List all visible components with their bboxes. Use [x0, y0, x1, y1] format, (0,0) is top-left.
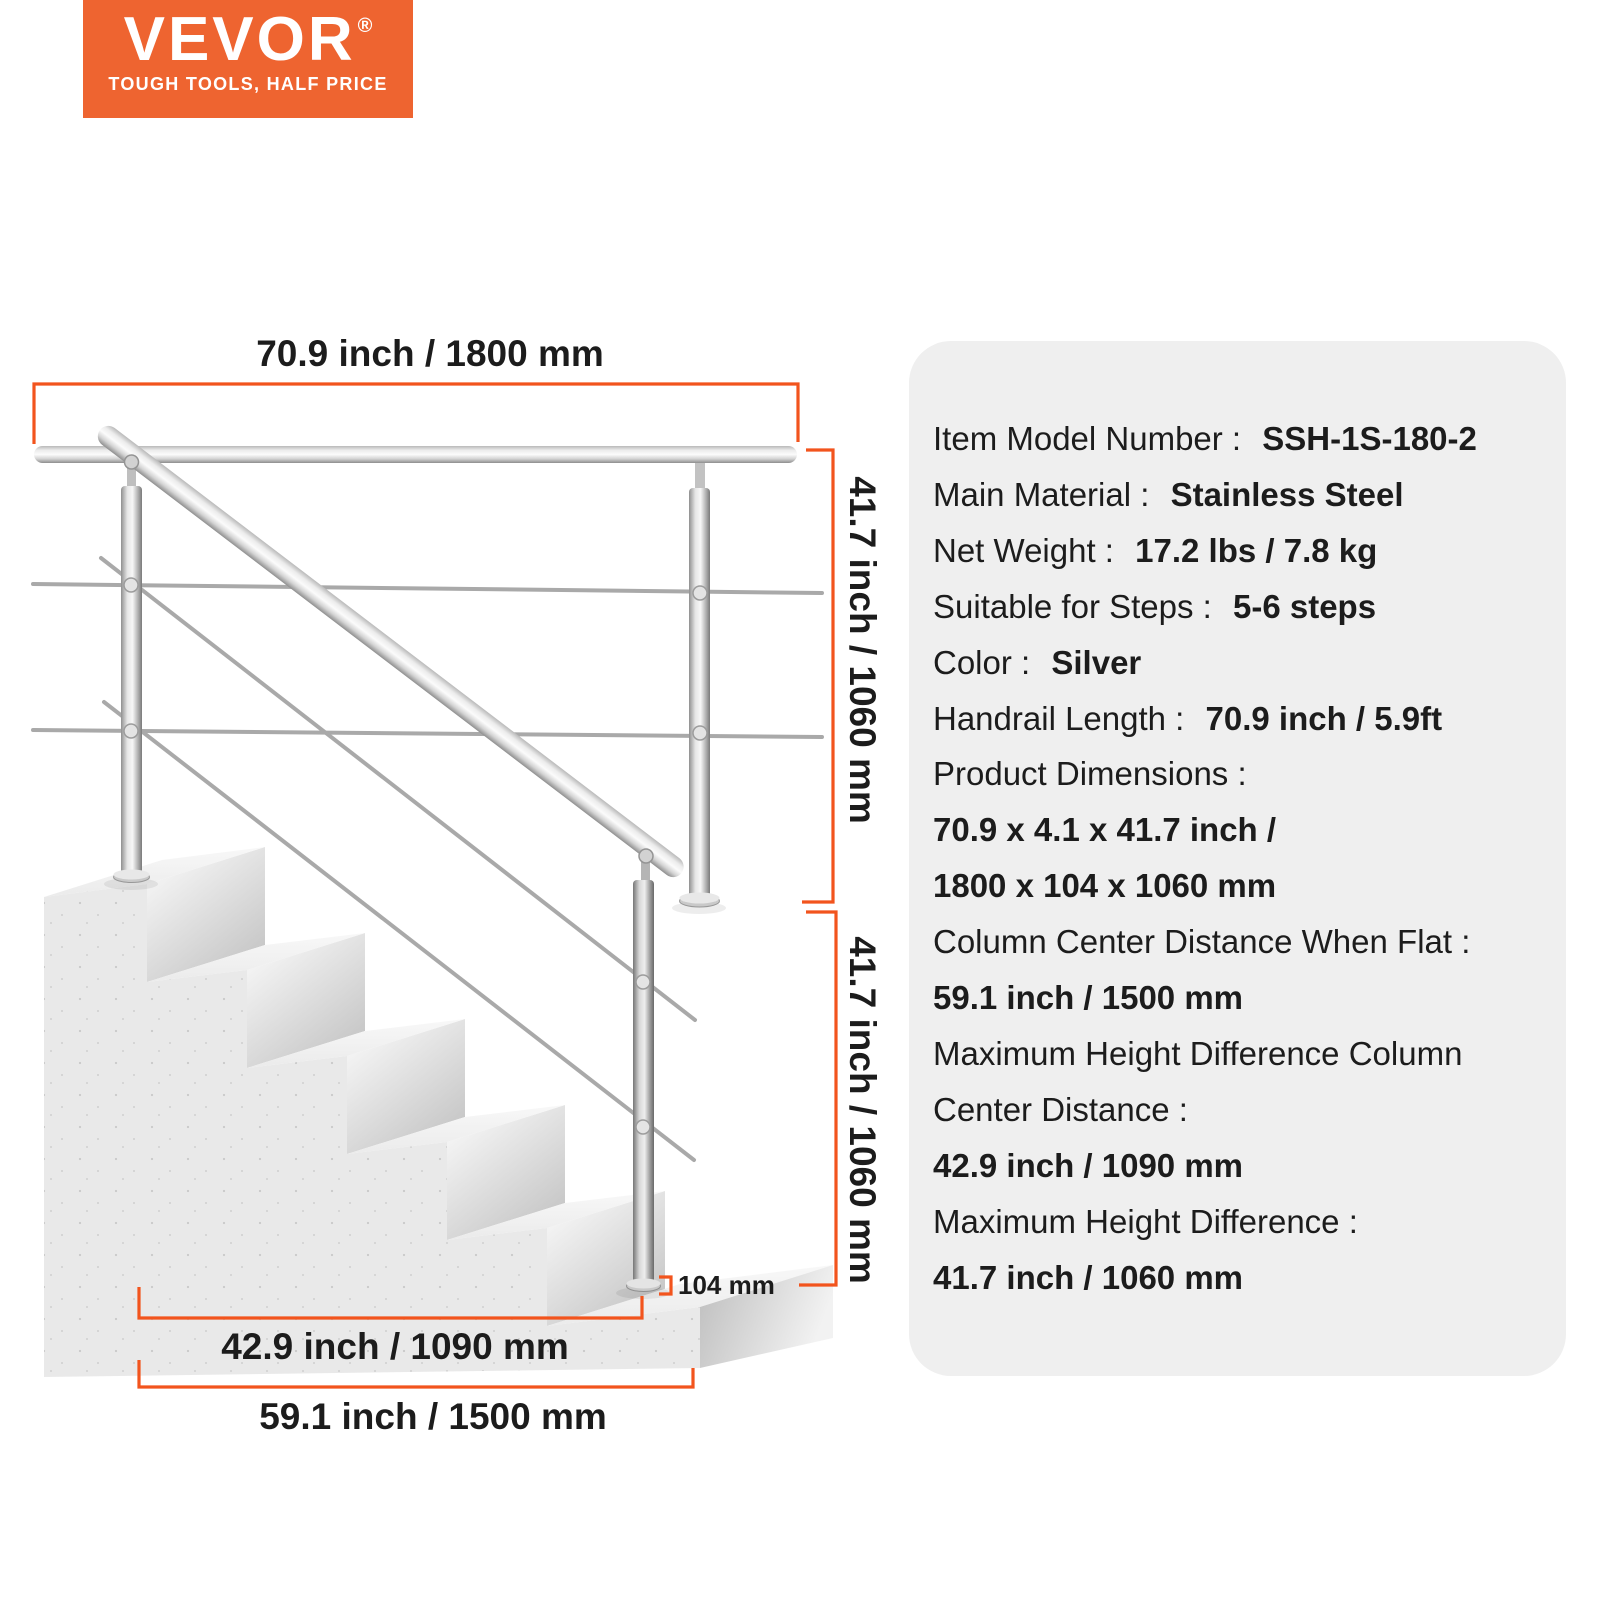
- spec-label: Suitable for Steps :: [933, 587, 1221, 625]
- dimension-label-bottom-inner: 42.9 inch / 1090 mm: [221, 1326, 569, 1367]
- spec-label: Center Distance :: [933, 1090, 1188, 1128]
- dimension-label-right-upper: 41.7 inch / 1060 mm: [842, 476, 883, 824]
- dimension-label-base-width: 104 mm: [678, 1270, 775, 1300]
- spec-row-max-height-diff-column: [933, 1026, 1544, 1082]
- spec-value: 41.7 inch / 1060 mm: [933, 1258, 1244, 1296]
- spec-row-dimensions-inch: [933, 802, 1544, 858]
- spec-label: Product Dimensions :: [933, 755, 1247, 793]
- spec-row-max-height-difference: [933, 1194, 1544, 1250]
- mid-hinge-joint: [639, 849, 653, 863]
- brand-tagline: TOUGH TOOLS, HALF PRICE: [108, 74, 388, 94]
- spec-row-color: [933, 635, 1544, 691]
- spec-row-dimensions-mm: [933, 858, 1544, 914]
- spec-row-max-height-difference-value: [933, 1250, 1544, 1306]
- spec-label: Column Center Distance When Flat :: [933, 923, 1471, 961]
- spec-label: Color :: [933, 643, 1040, 681]
- spec-row-suitable-steps: [933, 579, 1544, 635]
- dimension-bracket-top-length: [34, 384, 798, 444]
- spec-row-handrail-length: [933, 691, 1544, 747]
- spec-row-net-weight: [933, 523, 1544, 579]
- spec-label: Maximum Height Difference Column: [933, 1034, 1463, 1072]
- spec-value: 70.9 x 4.1 x 41.7 inch /: [933, 811, 1277, 849]
- spec-row-center-distance: [933, 1082, 1544, 1138]
- spec-label: Main Material :: [933, 475, 1159, 513]
- vevor-logo: [83, 0, 413, 118]
- sloped-handrail-tube: [94, 422, 688, 882]
- rear-post: [680, 463, 720, 907]
- left-hinge-joint: [125, 455, 139, 469]
- dimension-label-right-lower: 41.7 inch / 1060 mm: [842, 936, 883, 1284]
- brand-name: VEVOR: [123, 5, 356, 74]
- spec-row-main-material: [933, 467, 1544, 523]
- dimension-bracket-right-lower: [799, 912, 836, 1285]
- spec-label: Net Weight :: [933, 531, 1124, 569]
- spec-value: 17.2 lbs / 7.8 kg: [1135, 531, 1378, 569]
- spec-label: Handrail Length :: [933, 699, 1194, 737]
- handrails: [34, 422, 797, 882]
- spec-row-product-dimensions: [933, 746, 1544, 802]
- brand-wordmark: [83, 5, 413, 74]
- spec-value: Stainless Steel: [1170, 475, 1404, 513]
- spec-row-column-center-flat: [933, 914, 1544, 970]
- spec-label: Maximum Height Difference :: [933, 1202, 1358, 1240]
- spec-row-item-model-number: [933, 411, 1544, 467]
- dimension-label-bottom-outer: 59.1 inch / 1500 mm: [259, 1396, 607, 1437]
- spec-value: 59.1 inch / 1500 mm: [933, 979, 1244, 1017]
- dimension-bracket-right-upper: [802, 450, 833, 902]
- spec-value: 1800 x 104 x 1060 mm: [933, 867, 1277, 905]
- spec-label: Item Model Number :: [933, 420, 1251, 457]
- dimension-label-top-length: 70.9 inch / 1800 mm: [256, 333, 604, 374]
- spec-value: SSH-1S-180-2: [1262, 420, 1477, 457]
- spec-value: 42.9 inch / 1090 mm: [933, 1146, 1244, 1184]
- spec-row-column-center-flat-value: [933, 970, 1544, 1026]
- spec-value: 5-6 steps: [1233, 587, 1377, 625]
- spec-value: 70.9 inch / 5.9ft: [1205, 699, 1443, 737]
- left-post: [114, 458, 150, 883]
- spec-panel: [909, 341, 1566, 1376]
- spec-value: Silver: [1051, 643, 1142, 681]
- registered-trademark-icon: ®: [357, 15, 373, 37]
- spec-row-center-distance-value: [933, 1138, 1544, 1194]
